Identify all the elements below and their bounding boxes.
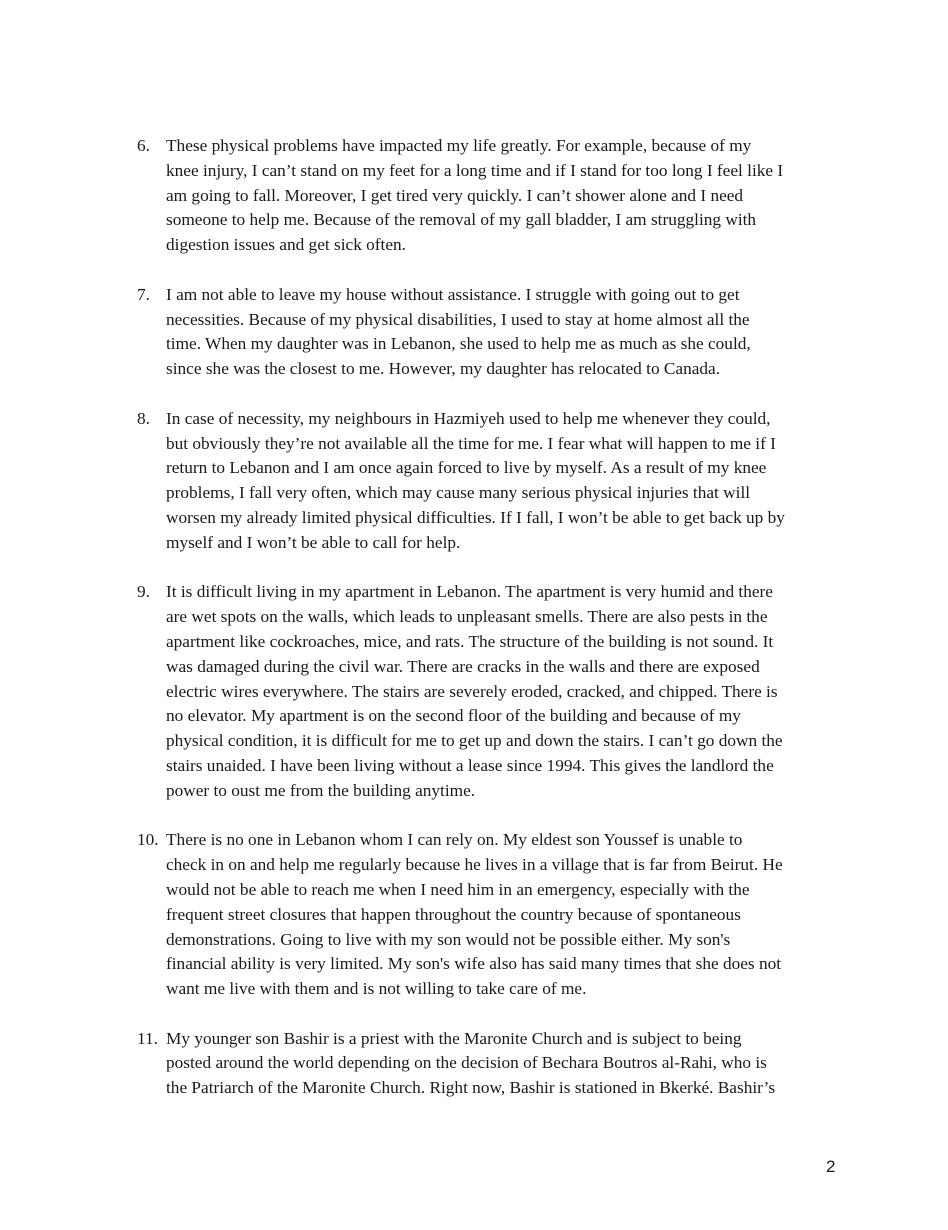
paragraph-line: return to Lebanon and I am once again forced to live by myself. As a result of my knee — [166, 458, 767, 478]
paragraph-line: I am not able to leave my house without assistance. I struggle with going out to get — [166, 284, 740, 304]
paragraph-number: 7. — [137, 284, 150, 304]
paragraph-line: demonstrations. Going to live with my son would not be possible either. My son's — [166, 929, 731, 949]
paragraph-text — [166, 134, 848, 258]
paragraph-line: knee injury, I can’t stand on my feet for a long time and if I stand for too long I feel like I — [166, 160, 784, 180]
paragraph-line: power to oust me from the building anytime. — [166, 780, 476, 800]
page-number: 2 — [826, 1157, 836, 1176]
paragraph-line: stairs unaided. I have been living without a lease since 1994. This gives the landlord the — [166, 755, 774, 775]
paragraph-list — [0, 134, 948, 1126]
paragraph-line: no elevator. My apartment is on the second floor of the building and because of my — [166, 706, 741, 726]
paragraph-line: want me live with them and is not willing to take care of me. — [166, 979, 587, 999]
paragraph-number: 9. — [137, 582, 150, 602]
paragraph-line: apartment like cockroaches, mice, and rats. The structure of the building is not sound. It — [166, 631, 774, 651]
paragraph-line: since she was the closest to me. However, my daughter has relocated to Canada. — [166, 359, 721, 379]
paragraph-number: 8. — [137, 408, 150, 428]
paragraph-line: It is difficult living in my apartment in Lebanon. The apartment is very humid and there — [166, 582, 773, 602]
paragraph-line: am going to fall. Moreover, I get tired very quickly. I can’t shower alone and I need — [166, 185, 744, 205]
paragraph-text — [166, 407, 848, 556]
numbered-paragraph — [0, 134, 948, 258]
paragraph-line: There is no one in Lebanon whom I can rely on. My eldest son Youssef is unable to — [166, 830, 743, 850]
paragraph-line: necessities. Because of my physical disabilities, I used to stay at home almost all the — [166, 309, 750, 329]
numbered-paragraph — [0, 580, 948, 803]
paragraph-text — [166, 283, 848, 382]
paragraph-text — [166, 1027, 848, 1101]
paragraph-line: check in on and help me regularly because he lives in a village that is far from Beirut. He — [166, 855, 783, 875]
paragraph-number: 11. — [137, 1028, 158, 1048]
paragraph-line: but obviously they’re not available all the time for me. I fear what will happen to me if I — [166, 433, 776, 453]
paragraph-line: was damaged during the civil war. There are cracks in the walls and there are exposed — [166, 656, 760, 676]
paragraph-line: problems, I fall very often, which may cause many serious physical injuries that will — [166, 483, 751, 503]
paragraph-line: These physical problems have impacted my life greatly. For example, because of my — [166, 136, 752, 155]
numbered-paragraph — [0, 283, 948, 382]
paragraph-number: 6. — [137, 136, 150, 155]
paragraph-line: are wet spots on the walls, which leads to unpleasant smells. There are also pests in the — [166, 607, 768, 627]
paragraph-line: physical condition, it is difficult for me to get up and down the stairs. I can’t go down the — [166, 731, 783, 751]
paragraph-line: financial ability is very limited. My son's wife also has said many times that she does not — [166, 954, 782, 974]
paragraph-line: frequent street closures that happen throughout the country because of spontaneous — [166, 904, 741, 924]
paragraph-line: digestion issues and get sick often. — [166, 235, 406, 255]
paragraph-line: would not be able to reach me when I need him in an emergency, especially with the — [166, 879, 750, 899]
paragraph-line: posted around the world depending on the decision of Bechara Boutros al-Rahi, who is — [166, 1053, 767, 1073]
paragraph-text — [166, 828, 848, 1002]
paragraph-line: worsen my already limited physical difficulties. If I fall, I won’t be able to get back up by — [166, 507, 785, 527]
paragraph-line: My younger son Bashir is a priest with the Maronite Church and is subject to being — [166, 1028, 742, 1048]
paragraph-text — [166, 580, 848, 803]
paragraph-line: the Patriarch of the Maronite Church. Right now, Bashir is stationed in Bkerké. Bashir’s — [166, 1078, 776, 1098]
numbered-paragraph — [0, 828, 948, 1002]
paragraph-line: someone to help me. Because of the removal of my gall bladder, I am struggling with — [166, 210, 757, 230]
paragraph-number: 10. — [137, 830, 159, 850]
numbered-paragraph — [0, 407, 948, 556]
paragraph-line: myself and I won’t be able to call for help. — [166, 532, 461, 552]
paragraph-line: In case of necessity, my neighbours in Hazmiyeh used to help me whenever they could, — [166, 408, 771, 428]
paragraph-line: time. When my daughter was in Lebanon, she used to help me as much as she could, — [166, 334, 751, 354]
paragraph-line: electric wires everywhere. The stairs are severely eroded, cracked, and chipped. There is — [166, 681, 778, 701]
numbered-paragraph — [0, 1027, 948, 1101]
